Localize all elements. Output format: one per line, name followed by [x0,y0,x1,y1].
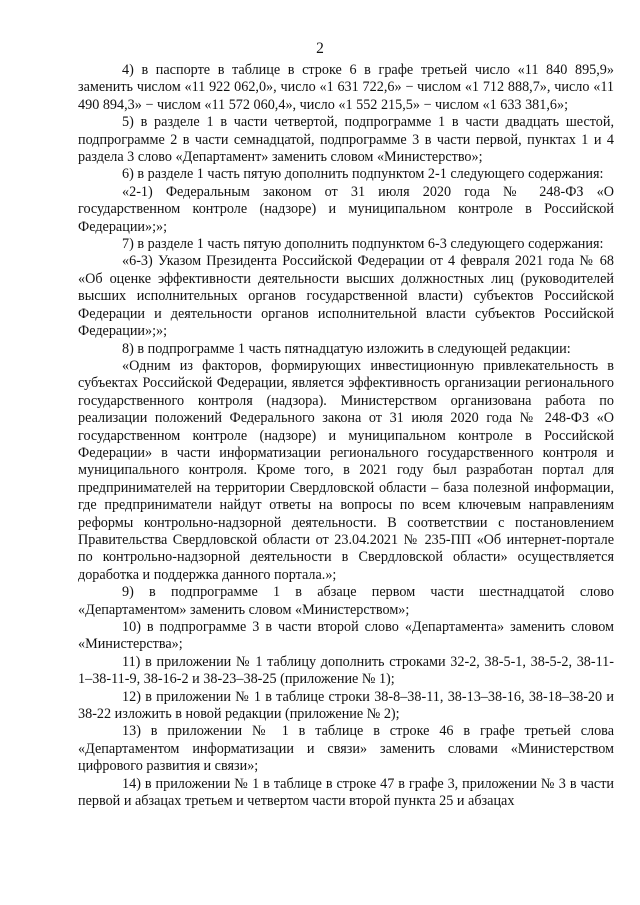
paragraph-item-7: 7) в разделе 1 часть пятую дополнить подпунктом 6-3 следующего содержания: [122,236,604,253]
paragraph-quote-6-3: «6-3) Указом Президента Российской Федерации от 4 февраля 2021 года № 68 «Об оценке эффективности деятельности высших должностных лиц (руководителей высших исполнительных органов государственной власти) субъектов Российской Федерации и деятельности органов исполнительной власти субъектов Российской Федерации»;»; [78,253,614,340]
paragraph-item-8: 8) в подпрограмме 1 часть пятнадцатую изложить в следующей редакции: [122,340,571,357]
paragraph-item-12: 12) в приложении № 1 в таблице строки 38-8–38-11, 38-13–38-16, 38-18–38-20 и 38-22 изложить в новой редакции (приложение № 2); [78,688,614,723]
paragraph-item-14: 14) в приложении № 1 в таблице в строке 47 в графе 3, приложении № 3 в части первой и абзацах третьем и четвертом части второй пункта 25 и абзацах [78,775,614,810]
paragraph-item-10: 10) в подпрограмме 3 в части второй слово «Департамента» заменить словом «Министерства»; [78,619,614,653]
paragraph-item-13: 13) в приложении № 1 в таблице в строке 46 в графе третьей слова «Департаментом информатизации и связи» заменить словами «Министерством цифрового развития и связи»; [78,723,614,775]
paragraph-item-5: 5) в разделе 1 в части четвертой, подпрограмме 1 в части двадцать шестой, подпрограмме 2 в части семнадцатой, подпрограмме 3 в части первой, пунктах 1 и 4 раздела 3 слово «Департамент» заменить словом «Министерство»; [78,114,614,166]
page-number: 2 [316,40,324,57]
paragraph-quote-new-text: «Одним из факторов, формирующих инвестиционную привлекательность в субъектах Российской Федерации, является эффективность организации регионального государственного контроля (надзора). Министерством организована работа по реализации положений Федерального закона от 31 июля 2020 года № 248-ФЗ «О государственном контроле (надзоре) и муниципальном контроле в Российской Федерации» в части информатизации регионального государственного контроля и муниципального контроля. Кроме того, в 2021 году был разработан портал для предпринимателей на территории Свердловской области – база полезной информации, где предприниматели найдут ответы на вопросы по всем ключевым направлениям реформы контрольно-надзорной деятельности. В соответствии с постановлением Правительства Свердловской области от 23.04.2021 № 235-ПП «Об интернет-портале по контрольно-надзорной деятельности в Свердловской области» осуществляется доработка и поддержка данного портала.»; [78,357,614,583]
paragraph-item-11: 11) в приложении № 1 таблицу дополнить строками 32-2, 38-5-1, 38-5-2, 38-11-1–38-11-9, 38-16-2 и 38-23–38-25 (приложение № 1); [78,653,614,688]
paragraph-item-6: 6) в разделе 1 часть пятую дополнить подпунктом 2-1 следующего содержания: [122,166,604,183]
document-body [78,62,614,810]
paragraph-item-4: 4) в паспорте в таблице в строке 6 в графе третьей число «11 840 895,9» заменить числом «11 922 062,0», число «1 631 722,6» − числом «1 712 888,7», число «11 490 894,3» − числом «11 572 060,4», число «1 552 215,5» − числом «1 633 381,6»; [78,62,614,113]
paragraph-quote-2-1: «2-1) Федеральным законом от 31 июля 2020 года № 248-ФЗ «О государственном контроле (надзоре) и муниципальном контроле в Российской Федерации»;»; [78,183,614,235]
paragraph-item-9: 9) в подпрограмме 1 в абзаце первом части шестнадцатой слово «Департаментом» заменить словом «Министерством»; [78,584,614,618]
